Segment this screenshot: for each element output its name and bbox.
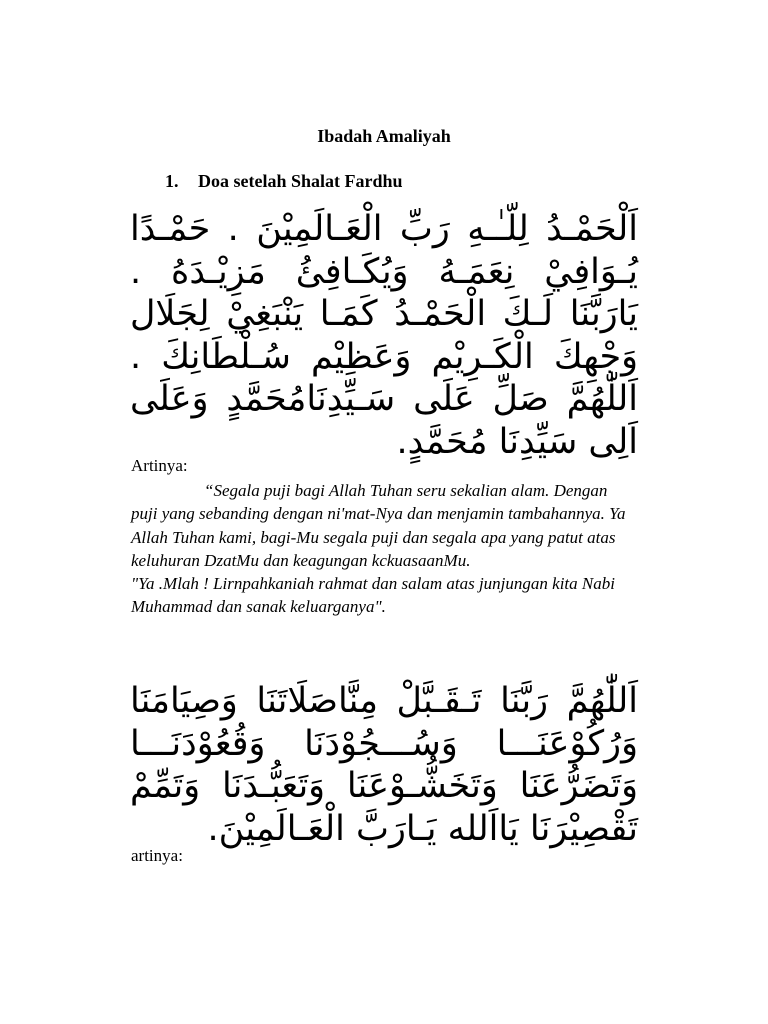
prayer-2-translation-label: artinya: xyxy=(131,846,183,865)
prayer-1-arabic-text: اَلْحَمْـدُ لِلّـٰـهِ رَبِّ الْعَـالَمِيْنَ . حَمْـدًا يُـوَافِيْ نِعَمَـهُ وَيُكَـافِئُ مَزِيْـدَهُ . يَارَبَّنَا لَـكَ الْحَمْـدُ كَمَـا يَنْبَغِيْ لِجَلَال وَجْهِكَ الْكَـرِيْم وَعَظِيْم سُـلْطَانِكَ . اَللّٰهُمَّ صَلِّ عَلَى سَـيِّدِنَامُحَمَّدٍ وَعَلَى اَلِى سَيِّدِنَا مُحَمَّدٍ. xyxy=(130,209,638,462)
translation-paragraph-2: "Ya .Mlah ! Lirnpahkaniah rahmat dan salam atas junjungan kita Nabi Muhammad dan sanak keluarganya". xyxy=(131,574,615,617)
prayer-2-arabic-text: اَللّٰهُمَّ رَبَّنَا تَـقَـبَّلْ مِنَّاصَلَاتَنَا وَصِيَامَنَا وَرُكُوْعَنَـــا وَسُـــجُوْدَنَا وَقُعُوْدَنَـــا وَتَضَرُّعَنَا وَتَخَشُّـوْعَنَا وَتَعَبُّـدَنَا وَتَمِّمْ تَقْصِيْرَنَا يَااَلله يَـارَبَّ الْعَـالَمِيْنَ. xyxy=(130,681,638,849)
section-heading xyxy=(165,171,403,192)
prayer-1-translation xyxy=(131,479,631,619)
translation-paragraph-1: “Segala puji bagi Allah Tuhan seru sekalian alam. Dengan puji yang sebanding dengan ni'mat-Nya dan menjamin tambahannya. Ya Allah Tuhan kami, bagi-Mu segala puji dan segala apa yang patut atas keluhuran DzatMu dan keagungan kckuasaanMu. xyxy=(131,481,626,570)
section-number: 1. xyxy=(165,171,179,191)
prayer-1-translation-label: Artinya: xyxy=(131,456,188,475)
document-title: Ibadah Amaliyah xyxy=(317,126,451,146)
section-heading-text: Doa setelah Shalat Fardhu xyxy=(198,171,403,191)
